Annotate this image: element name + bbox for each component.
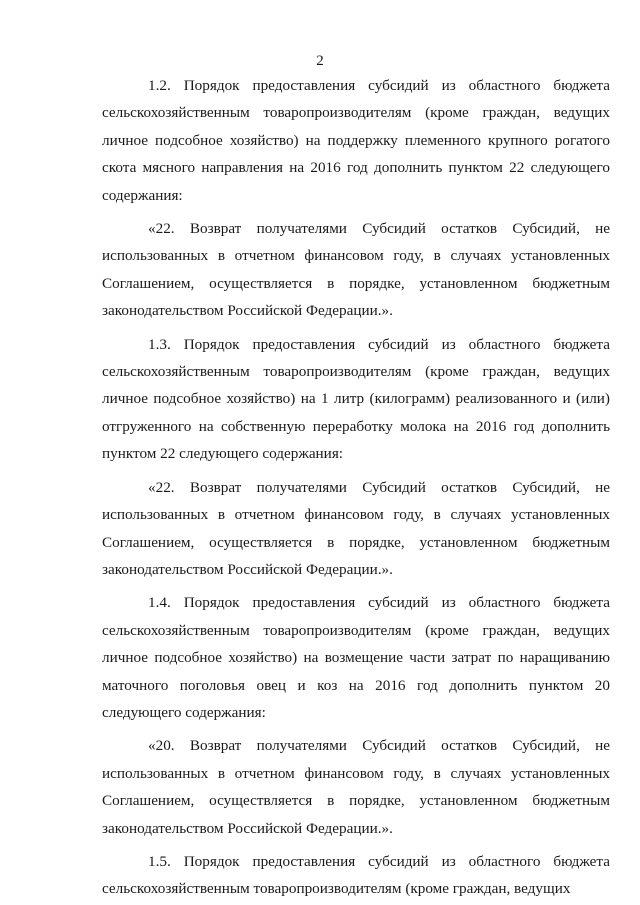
page-number: 2 [316,53,324,69]
paragraph-1-3-quote: «22. Возврат получателями Субсидий остатков Субсидий, не использованных в отчетном финансовом году, в случаях установленных Соглашением, осуществляется в порядке, установленном бюджетным законодательством Российской Федерации.». [102,478,610,578]
paragraph-1-3: 1.3. Порядок предоставления субсидий из областного бюджета сельскохозяйственным товаропроизводителям (кроме граждан, ведущих личное подсобное хозяйство) на 1 литр (килограмм) реализованного и (или) отгруженного на собственную переработку молока на 2016 год дополнить пунктом 22 следующего содержания: [102,335,610,463]
document-body [102,72,610,903]
paragraph-1-4-quote: «20. Возврат получателями Субсидий остатков Субсидий, не использованных в отчетном финансовом году, в случаях установленных Соглашением, осуществляется в порядке, установленном бюджетным законодательством Российской Федерации.». [102,737,610,837]
paragraph-1-2: 1.2. Порядок предоставления субсидий из областного бюджета сельскохозяйственным товаропроизводителям (кроме граждан, ведущих личное подсобное хозяйство) на поддержку племенного крупного рогатого скота мясного направления на 2016 год дополнить пунктом 22 следующего содержания: [102,77,610,204]
paragraph-1-4: 1.4. Порядок предоставления субсидий из областного бюджета сельскохозяйственным товаропроизводителям (кроме граждан, ведущих личное подсобное хозяйство) на возмещение части затрат по наращиванию маточного поголовья овец и коз на 2016 год дополнить пунктом 20 следующего содержания: [102,594,610,721]
paragraph-1-5: 1.5. Порядок предоставления субсидий из областного бюджета сельскохозяйственным товаропроизводителям (кроме граждан, ведущих [102,852,610,898]
paragraph-1-2-quote: «22. Возврат получателями Субсидий остатков Субсидий, не использованных в отчетном финансовом году, в случаях установленных Соглашением, осуществляется в порядке, установленном бюджетным законодательством Российской Федерации.». [102,220,610,320]
